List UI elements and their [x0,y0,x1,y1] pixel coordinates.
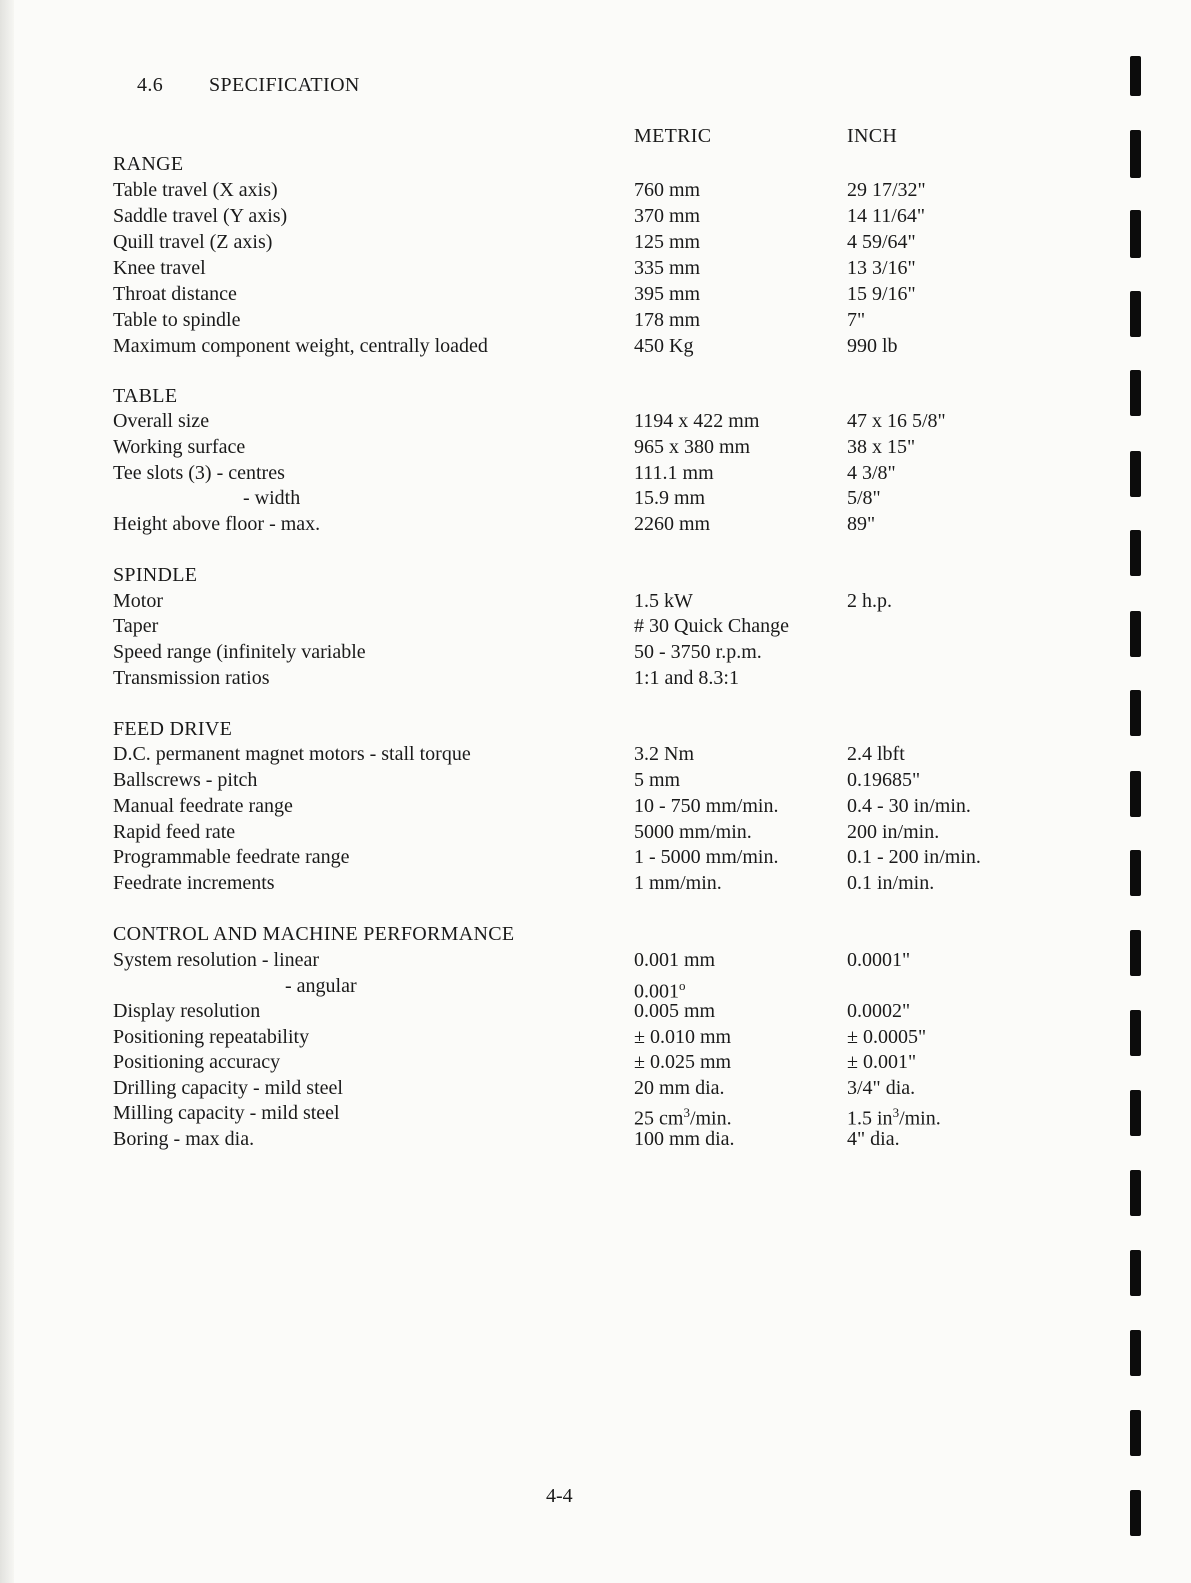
page-number: 4-4 [546,1485,573,1507]
spec-label: Working surface [113,436,246,458]
spec-label: Positioning repeatability [113,1026,310,1048]
spec-inch-unit: /min. [899,1107,941,1130]
section-title-spindle: SPINDLE [113,564,198,586]
spec-inch: 3/4" dia. [847,1077,916,1099]
spec-metric: 178 mm [634,309,701,331]
spec-metric: 760 mm [634,179,701,201]
spec-label: Table travel (X axis) [113,179,278,201]
spec-inch: 2 h.p. [847,590,892,612]
spec-label: Throat distance [113,283,237,305]
binding-hole-mark [1130,850,1141,896]
spec-inch: 29 17/32" [847,179,926,201]
spec-metric: 3.2 Nm [634,743,694,765]
binding-hole-mark [1130,530,1141,576]
spec-inch: 0.1 - 200 in/min. [847,846,981,868]
binding-hole-mark [1130,1010,1141,1056]
spec-metric: 335 mm [634,257,701,279]
spec-label: Manual feedrate range [113,795,293,817]
spec-label: System resolution - linear [113,949,320,971]
spec-metric: 1.5 kW [634,590,693,612]
spec-inch: 14 11/64" [847,205,925,227]
spec-metric-value: 0.001 [634,980,679,1003]
spec-inch: 47 x 16 5/8" [847,410,946,432]
degree-superscript: o [679,978,686,993]
spec-label: Display resolution [113,1000,261,1022]
spec-inch: 0.0001" [847,949,911,971]
spec-label: Feedrate increments [113,872,275,894]
spec-label: Taper [113,615,159,637]
binding-hole-mark [1130,690,1141,736]
spec-label: Overall size [113,410,210,432]
spec-label: Rapid feed rate [113,821,236,843]
section-title-feed-drive: FEED DRIVE [113,718,233,740]
spec-inch-value: 1.5 in [847,1107,893,1130]
spec-label: Maximum component weight, centrally loaded [113,335,488,357]
spec-label: Ballscrews - pitch [113,769,258,791]
spec-label: Height above floor - max. [113,513,321,535]
binding-hole-mark [1130,291,1141,337]
section-title-range: RANGE [113,153,184,175]
spec-metric: 5 mm [634,769,681,791]
spec-inch: 7" [847,309,866,331]
spec-inch: 5/8" [847,487,881,509]
spec-label: Table to spindle [113,309,241,331]
spec-label: Motor [113,590,163,612]
column-header-metric: METRIC [634,125,712,147]
spec-metric: 0.001 mm [634,949,716,971]
binding-hole-mark [1130,1330,1141,1376]
spec-inch: 38 x 15" [847,436,916,458]
spec-label: Milling capacity - mild steel [113,1102,340,1124]
spec-label: Saddle travel (Y axis) [113,205,288,227]
cubic-superscript: 3 [892,1105,900,1120]
spec-label: D.C. permanent magnet motors - stall torque [113,743,471,765]
spec-metric: 1194 x 422 mm [634,410,760,432]
spec-label: Programmable feedrate range [113,846,350,868]
cubic-superscript: 3 [683,1105,690,1120]
section-number: 4.6 [137,74,164,96]
spec-metric: ± 0.025 mm [634,1051,732,1073]
spec-metric: # 30 Quick Change [634,615,789,637]
spec-metric: 50 - 3750 r.p.m. [634,641,762,663]
spec-inch: 4" dia. [847,1128,900,1150]
spec-label: Knee travel [113,257,206,279]
binding-hole-mark [1130,611,1141,657]
binding-hole-mark [1130,210,1141,258]
binding-hole-mark [1130,1250,1141,1296]
page-edge-shadow [0,0,14,1583]
spec-metric: 100 mm dia. [634,1128,735,1150]
spec-metric: 450 Kg [634,335,694,357]
spec-metric: 10 - 750 mm/min. [634,795,779,817]
spec-label: - width [243,487,301,509]
spec-inch: 4 3/8" [847,462,896,484]
spec-inch: ± 0.0005" [847,1026,927,1048]
spec-metric: 15.9 mm [634,487,706,509]
spec-inch: 0.0002" [847,1000,911,1022]
spec-metric: 0.005 mm [634,1000,716,1022]
spec-metric: 111.1 mm [634,462,714,484]
binding-hole-mark [1130,1090,1141,1136]
binding-hole-mark [1130,771,1141,817]
section-title: SPECIFICATION [209,74,360,96]
binding-hole-mark [1130,1170,1141,1216]
binding-hole-mark [1130,370,1141,416]
spec-inch: 0.4 - 30 in/min. [847,795,971,817]
spec-label: Drilling capacity - mild steel [113,1077,343,1099]
spec-metric: 965 x 380 mm [634,436,751,458]
binding-hole-mark [1130,130,1141,178]
binding-hole-mark [1130,1490,1141,1536]
section-title-table: TABLE [113,385,178,407]
spec-metric: 2260 mm [634,513,711,535]
spec-metric: 125 mm [634,231,701,253]
spec-inch: 200 in/min. [847,821,940,843]
spec-label: - angular [285,975,357,997]
spec-inch: 990 lb [847,335,898,357]
spec-inch: 4 59/64" [847,231,916,253]
spec-label: Positioning accuracy [113,1051,281,1073]
spec-label: Speed range (infinitely variable [113,641,366,663]
binding-hole-mark [1130,451,1141,497]
spec-metric: 395 mm [634,283,701,305]
spec-inch: ± 0.001" [847,1051,917,1073]
spec-inch: 13 3/16" [847,257,916,279]
spec-label: Boring - max dia. [113,1128,255,1150]
spec-label: Transmission ratios [113,667,270,689]
spec-metric: ± 0.010 mm [634,1026,732,1048]
spec-inch: 0.19685" [847,769,921,791]
spec-label: Tee slots (3) - centres [113,462,285,484]
section-title-control-performance: CONTROL AND MACHINE PERFORMANCE [113,923,515,945]
spec-inch: 2.4 lbft [847,743,905,765]
spec-inch: 89" [847,513,876,535]
column-header-inch: INCH [847,125,898,147]
spec-inch: 0.1 in/min. [847,872,935,894]
spec-inch: 15 9/16" [847,283,916,305]
spec-metric: 1:1 and 8.3:1 [634,667,739,689]
spec-label: Quill travel (Z axis) [113,231,273,253]
spec-metric: 1 - 5000 mm/min. [634,846,779,868]
spec-metric-unit: /min. [689,1107,732,1130]
spec-metric: 20 mm dia. [634,1077,725,1099]
binding-hole-mark [1130,56,1141,96]
spec-metric: 5000 mm/min. [634,821,752,843]
section-heading [137,74,360,97]
binding-hole-mark [1130,1410,1141,1456]
spec-metric: 1 mm/min. [634,872,722,894]
spec-metric-value: 25 cm [634,1107,684,1130]
spec-metric: 370 mm [634,205,701,227]
binding-hole-mark [1130,930,1141,976]
